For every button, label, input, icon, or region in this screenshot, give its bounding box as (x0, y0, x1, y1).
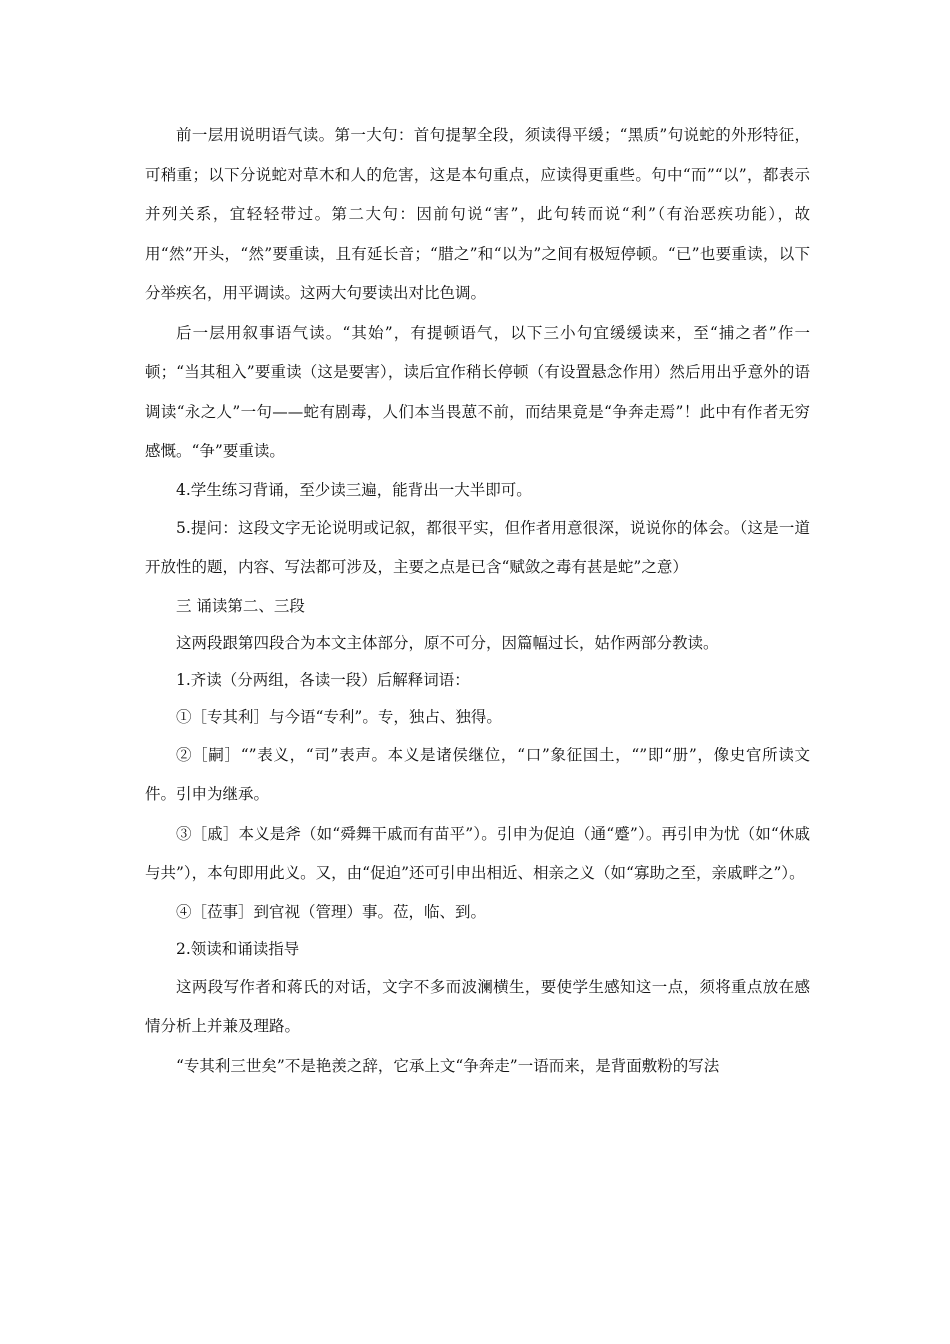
paragraph-step-4: 4.学生练习背诵，至少读三遍，能背出一大半即可。 (176, 480, 532, 499)
section-heading-3: 三 诵读第二、三段 (176, 596, 305, 615)
paragraph-dialogue-analysis: 这两段写作者和蒋氏的对话，文字不多而波澜横生，要使学生感知这一点，须将重点放在感情分析上并兼及理路。 (145, 977, 810, 1035)
paragraph-continued: “专其利三世矣”不是艳羡之辞，它承上文“争奔走”一语而来，是背面敷粉的写法 (176, 1056, 720, 1075)
paragraph-section-intro: 这两段跟第四段合为本文主体部分，原不可分，因篇幅过长，姑作两部分教读。 (176, 633, 719, 652)
paragraph-step-5: 5.提问：这段文字无论说明或记叙，都很平实，但作者用意很深，说说你的体会。（这是一道开放性的题，内容、写法都可涉及，主要之点是已含“赋敛之毒有甚是蛇”之意） (145, 518, 810, 576)
paragraph-step-2: 2.领读和诵读指导 (176, 939, 300, 958)
paragraph-narrative-tone: 后一层用叙事语气读。“其始”，有提顿语气，以下三小句宜缓缓读来，至“捕之者”作一顿；“当其租入”要重读（这是要害），读后宜作稍长停顿（有设置悬念作用）然后用出乎意外的语调读“永之人”一句——蛇有剧毒，人们本当畏葸不前，而结果竟是“争奔走焉”！此中有作者无穷感慨。“争”要重读。 (145, 323, 810, 460)
gloss-item-4: ④［莅事］到官视（管理）事。莅，临、到。 (176, 902, 487, 921)
gloss-item-3: ③［戚］本义是斧（如“舜舞干戚而有苗平”）。引申为促迫（通“蹙”）。再引申为忧（如“休戚与共”），本句即用此义。又，由“促迫”还可引申出相近、相亲之义（如“寡助之至，亲戚畔之”）。 (145, 824, 810, 882)
paragraph-step-1: 1.齐读（分两组，各读一段）后解释词语： (176, 670, 470, 689)
gloss-item-2: ②［嗣］“”表义，“司”表声。本义是诸侯继位，“口”象征国土，“”即“册”，像史官所读文件。引申为继承。 (145, 745, 810, 803)
paragraph-explain-tone: 前一层用说明语气读。第一大句：首句提挈全段，须读得平缓；“黑质”句说蛇的外形特征，可稍重；以下分说蛇对草木和人的危害，这是本句重点，应读得更重些。句中“而”“以”，都表示并列关系，宜轻轻带过。第二大句：因前句说“害”，此句转而说“利”（有治恶疾功能），故用“然”开头，“然”要重读，且有延长音；“腊之”和“以为”之间有极短停顿。“已”也要重读，以下分举疾名，用平调读。这两大句要读出对比色调。 (145, 126, 810, 302)
document-body (145, 116, 810, 1086)
gloss-item-1: ①［专其利］与今语“专利”。专，独占、独得。 (176, 707, 502, 726)
